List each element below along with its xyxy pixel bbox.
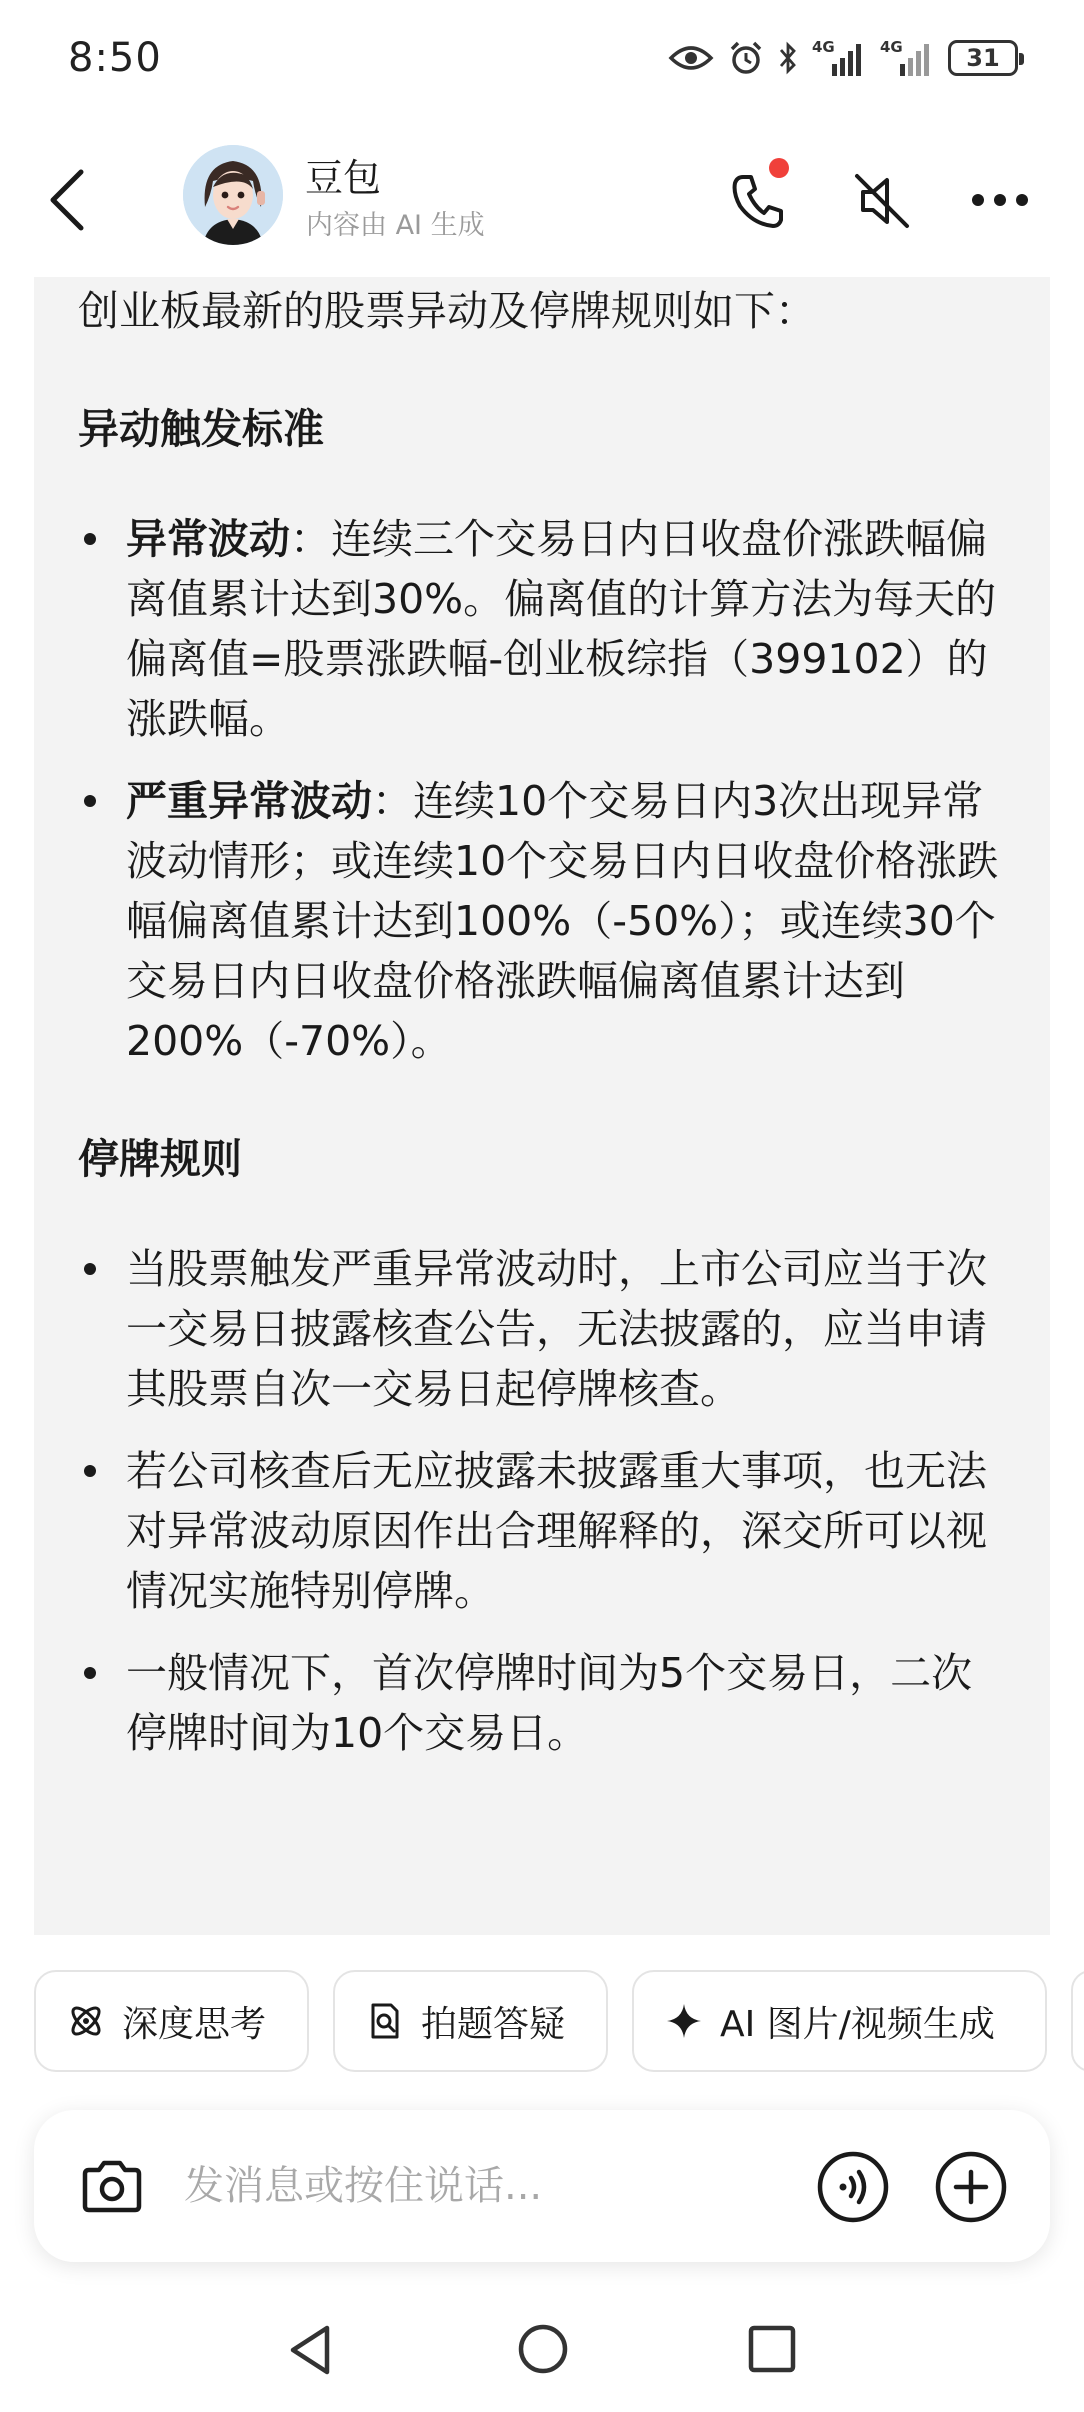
camera-icon — [79, 2158, 145, 2214]
message-input-bar — [34, 2110, 1050, 2262]
message-content — [78, 277, 1008, 1785]
item-term: 异常波动 — [126, 515, 290, 563]
add-attachment-button[interactable] — [934, 2150, 1008, 2224]
avatar-portrait-icon — [183, 145, 283, 245]
trigger-list — [78, 509, 1008, 1071]
nav-home-button[interactable] — [516, 2322, 570, 2380]
bluetooth-icon — [778, 41, 798, 75]
ai-message-bubble — [34, 277, 1050, 1935]
speaker-muted-icon — [851, 170, 913, 232]
notification-dot — [769, 158, 789, 178]
status-icons — [668, 38, 1018, 78]
chevron-left-icon — [47, 168, 87, 232]
message-input[interactable] — [184, 2146, 784, 2226]
system-nav-bar — [0, 2300, 1084, 2412]
chat-title: 豆包 — [305, 156, 382, 200]
chip-label: 拍题答疑 — [421, 2003, 566, 2045]
mute-button[interactable] — [842, 161, 922, 241]
chat-subtitle: 内容由 AI 生成 — [306, 210, 485, 241]
list-item — [78, 509, 1008, 749]
section-title-suspension: 停牌规则 — [78, 1135, 242, 1183]
back-button[interactable] — [42, 160, 92, 240]
chip-ai-image-video[interactable] — [632, 1970, 1047, 2072]
voice-input-button[interactable] — [816, 2150, 890, 2224]
list-item — [78, 771, 1008, 1071]
status-bar — [0, 0, 1084, 115]
phone-icon — [731, 173, 783, 229]
section-title-trigger: 异动触发标准 — [78, 405, 324, 453]
item-text: ：连续三个交易日内日收盘价涨跌幅偏离值累计达到30%。偏离值的计算方法为每天的偏离值=股票涨跌幅-创业板综指（399102）的涨跌幅。 — [126, 515, 997, 743]
triangle-back-icon — [285, 2322, 335, 2378]
signal-1 — [812, 38, 866, 78]
plus-circle-icon — [934, 2150, 1008, 2224]
nav-recent-apps-button[interactable] — [745, 2322, 799, 2380]
square-recent-icon — [745, 2322, 799, 2376]
battery-indicator — [948, 40, 1018, 76]
chip-deep-thinking[interactable] — [34, 1970, 309, 2072]
item-text: ：连续10个交易日内3次出现异常波动情形；或连续10个交易日内日收盘价格涨跌幅偏离值累计达到100%（-50%）；或连续30个交易日内日收盘价格涨跌幅偏离值累计达到200%（-70%）。 — [126, 777, 999, 1065]
list-item: 一般情况下，首次停牌时间为5个交易日，二次停牌时间为10个交易日。 — [78, 1643, 1008, 1763]
signal-2 — [880, 38, 934, 78]
list-item: 若公司核查后无应披露未披露重大事项，也无法对异常波动原因作出合理解释的，深交所可以视情况实施特别停牌。 — [78, 1441, 1008, 1621]
signal-2-label: 4G — [880, 37, 903, 56]
signal-bars-icon — [880, 38, 934, 78]
circle-home-icon — [516, 2322, 570, 2376]
atom-icon — [66, 2001, 106, 2041]
suspension-list — [78, 1239, 1008, 1763]
signal-1-label: 4G — [812, 37, 835, 56]
avatar[interactable] — [183, 145, 283, 245]
item-term: 严重异常波动 — [126, 777, 372, 825]
more-options-button[interactable] — [965, 175, 1035, 225]
nav-back-button[interactable] — [285, 2322, 335, 2382]
chip-photo-question[interactable] — [333, 1970, 608, 2072]
alarm-icon — [728, 40, 764, 76]
dot-icon — [972, 194, 984, 206]
dot-icon — [994, 194, 1006, 206]
status-time: 8:50 — [68, 34, 162, 81]
camera-button[interactable] — [74, 2148, 150, 2224]
chat-header — [0, 125, 1084, 275]
voice-waves-icon — [816, 2150, 890, 2224]
suggestion-chips — [34, 1970, 1084, 2072]
chip-label: AI 图片/视频生成 — [720, 2003, 995, 2045]
dot-icon — [1016, 194, 1028, 206]
battery-level: 31 — [966, 43, 1000, 72]
eye-icon — [668, 43, 714, 73]
doc-search-icon — [365, 2001, 405, 2041]
signal-bars-icon — [812, 38, 866, 78]
message-intro: 创业板最新的股票异动及停牌规则如下： — [78, 287, 816, 335]
chip-label: 深度思考 — [122, 2003, 267, 2045]
chip-more[interactable] — [1071, 1970, 1084, 2072]
sparkle-icon — [664, 2001, 704, 2041]
list-item: 当股票触发严重异常波动时，上市公司应当于次一交易日披露核查公告，无法披露的，应当申请其股票自次一交易日起停牌核查。 — [78, 1239, 1008, 1419]
